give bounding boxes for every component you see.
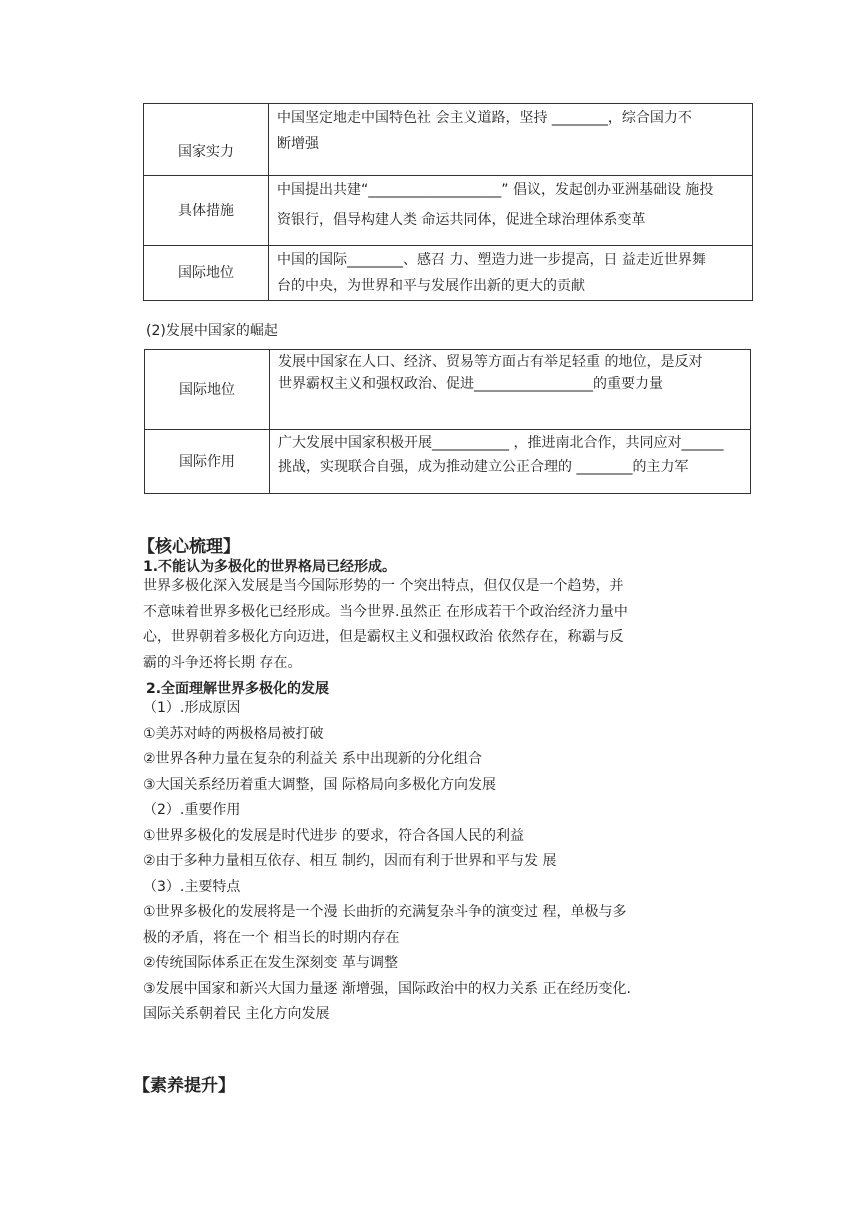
row-content: 中国的国际________、感召 力、塑造力进一步提高，日 益走近世界舞 台的中央，为世界和平与发展作出新的更大的贡献 <box>269 246 753 301</box>
list-item: ①世界多极化的发展将是一个漫 长曲折的充满复杂斗争的演变过 程，单极与多 <box>143 904 627 920</box>
subsection-title: （2）.重要作用 <box>143 802 241 818</box>
subsection-title: （3）.主要特点 <box>143 878 241 895</box>
row-content: 发展中国家在人口、经济、贸易等方面占有举足轻重 的地位，是反对 世界霸权主义和强权政治、促进_________________的重要力量 <box>270 350 751 430</box>
subsection-title: （1）.形成原因 <box>143 700 241 716</box>
row-label: 国际地位 <box>145 350 270 430</box>
point1-paragraph <box>143 574 628 676</box>
point2-title: 2.全面理解世界多极化的发展 <box>146 681 330 697</box>
table-row <box>145 350 751 430</box>
table-row <box>144 246 753 301</box>
row-label: 具体措施 <box>144 176 269 246</box>
paragraph-line: 心，世界朝着多极化方向迈进，但是霸权主义和强权政治 依然存在，称霸与反 <box>143 629 624 645</box>
row-label: 国际作用 <box>145 430 270 494</box>
list-item: ①世界多极化的发展是时代进步 的要求，符合各国人民的利益 <box>143 827 524 844</box>
table-row <box>144 176 753 246</box>
row-label: 国家实力 <box>144 104 269 176</box>
list-item: ①美苏对峙的两极格局被打破 <box>143 725 324 742</box>
row-label: 国际地位 <box>144 246 269 301</box>
table-national-strength <box>143 103 753 301</box>
point1-title: 1.不能认为多极化的世界格局已经形成。 <box>143 559 397 575</box>
subheading-developing-countries: (2)发展中国家的崛起 <box>146 323 278 339</box>
list-item: ②传统国际体系正在发生深刻变 革与调整 <box>143 955 398 971</box>
list-item: ②由于多种力量相互依存、相互 制约，因而有利于世界和平与发 展 <box>143 853 557 869</box>
list-item: 国际关系朝着民 主化方向发展 <box>143 1006 330 1022</box>
list-item: ③发展中国家和新兴大国力量逐 渐增强，国际政治中的权力关系 正在经历变化. <box>143 980 631 997</box>
list-item: ②世界各种力量在复杂的利益关 系中出现新的分化组合 <box>143 751 482 767</box>
table-developing-countries <box>144 349 751 494</box>
point2-list <box>143 696 631 1028</box>
row-content: 广大发展中国家积极开展___________ ，推进南北合作，共同应对______ 挑战，实现联合自强，成为推动建立公正合理的 ________的主力军 <box>270 430 751 494</box>
row-content: 中国提出共建“___________________” 倡议，发起创办亚洲基础设 施投 资银行，倡导构建人类 命运共同体，促进全球治理体系变革 <box>269 176 753 246</box>
paragraph-line: 霸的斗争还将长期 存在。 <box>143 654 302 671</box>
core-summary-heading: 【核心梳理】 <box>138 537 240 557</box>
table-row <box>144 104 753 176</box>
paragraph-line: 不意味着世界多极化已经形成。当今世界.虽然正 在形成若干个政治经济力量中 <box>143 603 628 620</box>
table-row <box>145 430 751 494</box>
list-item: ③大国关系经历着重大调整，国 际格局向多极化方向发展 <box>143 776 496 793</box>
literacy-heading: 【素养提升】 <box>133 1076 235 1096</box>
list-item: 极的矛盾，将在一个 相当长的时期内存在 <box>143 929 400 946</box>
paragraph-line: 世界多极化深入发展是当今国际形势的一 个突出特点，但仅仅是一个趋势，并 <box>143 578 624 594</box>
row-content: 中国坚定地走中国特色社 会主义道路，坚持 ________，综合国力不 断增强 <box>269 104 753 176</box>
